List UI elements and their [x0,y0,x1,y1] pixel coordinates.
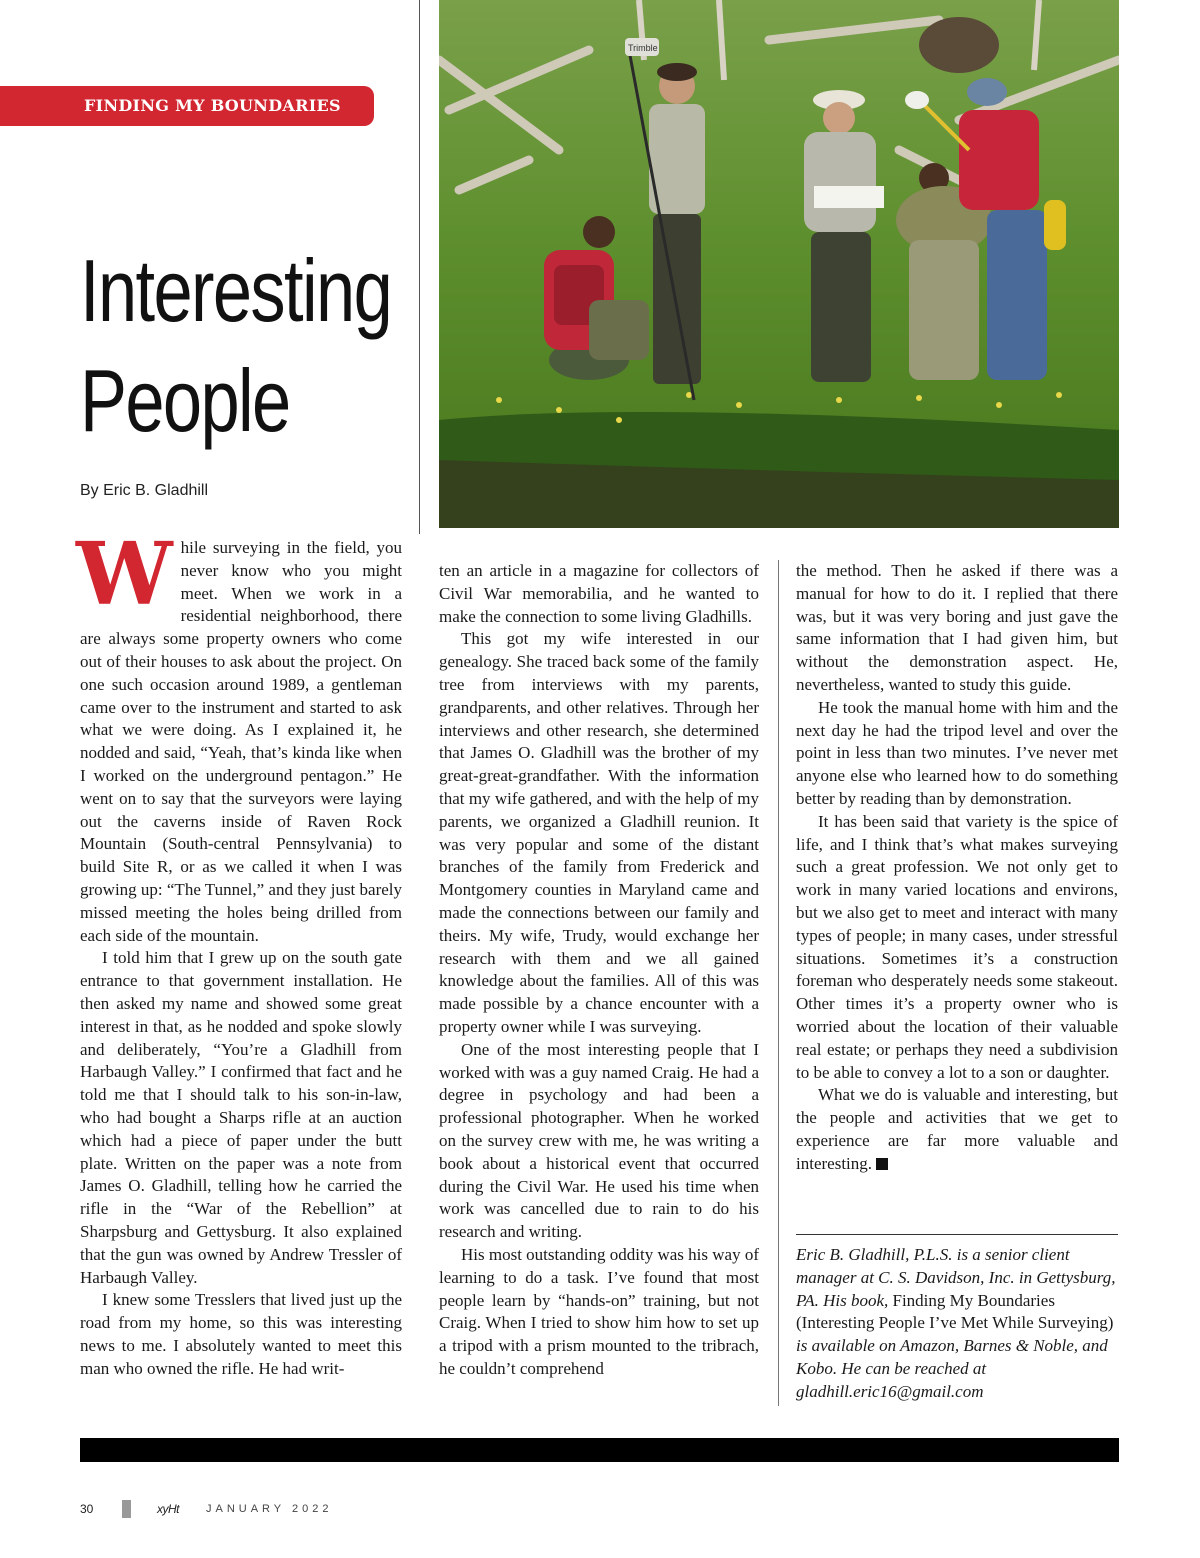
title-line-2: People [80,351,290,450]
byline: By Eric B. Gladhill [80,482,209,499]
paragraph-text: What we do is valuable and interesting, but the people and activities that we get to experience are far more valuable and interesting. [796,1085,1118,1173]
title-line-1: Interesting [80,241,392,340]
footer-block [122,1500,131,1518]
paragraph: This got my wife interested in our genealogy. She traced back some of the family tree from interviews with my parents, grandparents, and other relatives. Through her interviews and other research, she determined that James O. Gladhill was the brother of my great-great-grandfather. With the information that my wife gathered, and with the help of my parents, we organized a Gladhill reunion. It was very popular and some of the distant branches of the family from Frederick and Montgomery counties in Maryland came and made the connections between our family and theirs. My wife, Trudy, would exchange her research with them and we all gained knowledge about the families. All of this was made possible by a chance encounter with a property owner while I was surveying. [439,629,759,1036]
section-tab [0,86,374,126]
field-survey-illustration [439,0,1119,528]
article-title [80,236,392,456]
article-photo [439,0,1119,528]
drop-cap: W [76,524,173,625]
section-label: FINDING MY BOUNDARIES [84,96,341,115]
body-column-3 [796,560,1118,1176]
paragraph: He took the manual home with him and the next day he had the tripod level and over the point in less than two minutes. I’ve never met anyone else who learned how to do something better by reading than by demonstration. [796,697,1118,808]
column-divider-top [419,0,420,534]
column-gap [421,560,422,1406]
paragraph: ten an article in a magazine for collectors of Civil War memorabilia, and he wanted to make the connection to some living Gladhills. [439,561,759,626]
issue-date: JANUARY 2022 [206,1503,333,1515]
author-bio [796,1244,1118,1404]
paragraph: I knew some Tresslers that lived just up the road from my home, so this was interesting news to me. I absolutely wanted to meet this man who owned the rifle. He had writ- [80,1290,402,1378]
body-column-1 [76,524,403,1380]
page-number: 30 [80,1502,94,1516]
paragraph-text: hile surveying in the field, you never know who you might meet. When we work in a residential neighborhood, there are always some property owners who come out of their houses to ask about the project. On one such occasion around 1989, a gentleman came over to the instrument and started to ask what we were doing. As I explained it, he nodded and said, “Yeah, that’s kinda like when I worked on the underground pentagon.” He went on to say that the surveyors were laying out the caverns inside of Raven Rock Mountain (South-central Pennsylvania) to build Site R, or as we called it when I was growing up: “The Tunnel,” and they just barely missed meeting the holes being drilled from each side of the mountain. [80,538,403,945]
footer-bar [80,1438,1119,1462]
paragraph [76,524,403,947]
column-divider [778,560,779,1406]
receiver-label: Trimble [628,43,658,53]
paragraph: It has been said that variety is the spice of life, and I think that’s what makes surveying such a great profession. We not only get to work in many varied locations and environs, but we also get to meet and interact with many types of people; in many cases, under stressful situations. Sometimes it’s a construction foreman who desperately needs some stakeout. Other times it’s a property owner who is worried about the location of their valuable real estate; or perhaps they need a subdivision to be able to convey a lot to a son or daughter. [796,811,1118,1082]
bio-text-end: is available on Amazon, Barnes & Noble, and Kobo. He can be reached at gladhill.eric16@gmail.com [796,1336,1108,1401]
bio-text: Eric B. Gladhill, P.L.S. is a senior client manager at C. S. Davidson, Inc. in Gettysburg, PA. His book, [796,1245,1116,1310]
paragraph: I told him that I grew up on the south gate entrance to that government installation. He then asked my name and showed some great interest in that, as he nodded and spoke slowly and deliberately, “You’re a Gladhill from Harbaugh Valley.” I confirmed that fact and he told me that I should talk to his son-in-law, who had bought a Sharps rifle at an auction which had a piece of paper under the butt plate. Written on the paper was a note from James O. Gladhill, telling how he carried the rifle in the “War of the Rebellion” at Sharpsburg and Gettysburg. It also explained that the gun was owned by Andrew Tressler of Harbaugh Valley. [80,948,402,1287]
magazine-name: xyHt [157,1502,179,1516]
book-title: Finding My Boundaries (Interesting People I’ve Met While Surveying) [796,1290,1114,1333]
bio-divider [796,1234,1118,1235]
body-column-2 [439,560,759,1381]
paragraph: One of the most interesting people that I worked with was a guy named Craig. He had a degree in psychology and had been a professional photographer. When he worked on the survey crew with me, he was writing a book about a historical event that occurred during the Civil War. He used his time when work was cancelled due to rain to do his research and writing. [439,1039,759,1242]
paragraph-final [796,1084,1118,1175]
paragraph: the method. Then he asked if there was a manual for how to do it. I replied that there was, but it was very boring and just gave the same information that I had given him, but without the demonstration aspect. He, nevertheless, wanted to study this guide. [796,561,1118,694]
page-footer [80,1500,480,1520]
paragraph: His most outstanding oddity was his way of learning to do a task. I’ve found that most people learn by “hands-on” training, but not Craig. When I tried to show him how to set up a tripod with a prism mounted to the tribrach, he couldn’t comprehend [439,1244,759,1378]
end-mark-icon [876,1158,888,1170]
